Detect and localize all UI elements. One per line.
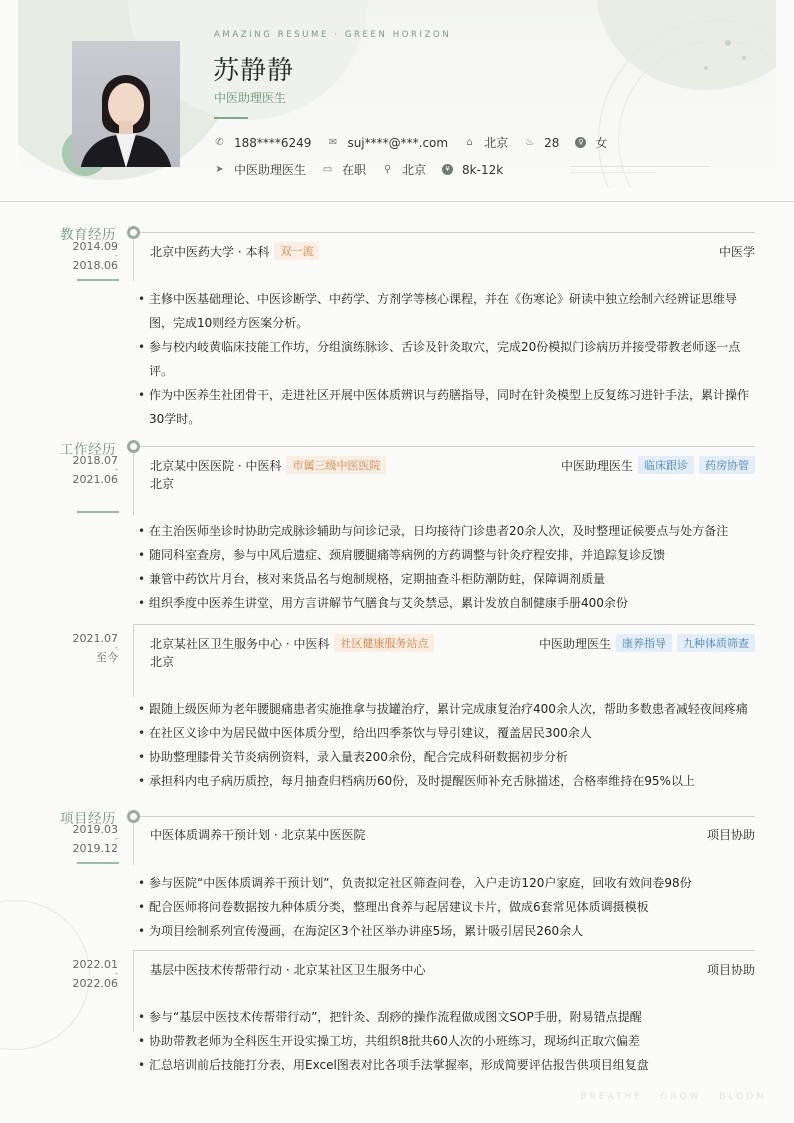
- entry-city: 北京: [150, 655, 175, 669]
- timeline-line: [133, 823, 134, 865]
- list-item: • 为项目绘制系列宣传漫画，在海淀区3个社区举办讲座5场，累计吸引居民260余人: [138, 919, 758, 943]
- cake-icon: ♨: [525, 137, 535, 148]
- list-item: • 在主治医师坐诊时协助完成脉诊辅助与问诊记录，日均接待门诊患者20余人次，及时整理证候要点与处方备注: [138, 519, 758, 543]
- list-item: • 在社区义诊中为居民做中医体质分型，给出四季茶饮与导引建议，覆盖居民300余人: [138, 721, 758, 745]
- candidate-role: 中医助理医生: [214, 91, 287, 105]
- skill-tag: 九种体质筛查: [677, 634, 755, 652]
- intent-position: ➤ 中医助理医生: [215, 163, 307, 177]
- section-rule: [140, 446, 755, 447]
- school-tag: 双一流: [274, 242, 319, 260]
- intent-status: ▭ 在职: [322, 163, 367, 177]
- list-item: • 配合医师将问卷数据按九种体质分类，整理出食养与起居建议卡片，做成6套常见体质调摄模板: [138, 895, 758, 919]
- date-underline: [77, 279, 119, 281]
- list-item: • 参与“基层中医技术传帮带行动”，把针灸、刮痧的操作流程做成图文SOP手册，附易错点提醒: [138, 1005, 758, 1029]
- contact-home: ⌂ 北京: [464, 134, 508, 151]
- list-item: • 随同科室查房，参与中风后遗症、颈肩腰腿痛等病例的方药调整与针灸疗程安排，并追踪复诊反馈: [138, 543, 758, 567]
- decor-line: [570, 172, 656, 173]
- entry-rule: [133, 950, 755, 951]
- header-divider: [0, 201, 794, 202]
- contact-phone: ✆ 188****6249: [215, 135, 312, 150]
- decor-dot: [725, 40, 731, 46]
- entry-title: 中医体质调养干预计划 · 北京某中医医院: [150, 828, 366, 842]
- skill-tag: 康养指导: [616, 634, 672, 652]
- timeline-line: [133, 453, 134, 515]
- entry-date: 2022.01 - 2022.06: [72, 958, 118, 990]
- entry-date: 2014.09 - 2018.06: [72, 240, 118, 272]
- entry-position: 中医助理医生 康养指导 九种体质筛查: [539, 634, 755, 652]
- section-title-projects: 项目经历: [60, 811, 116, 827]
- section-title-work: 工作经历: [60, 442, 116, 458]
- intent-salary: ¥ 8k-12k: [442, 163, 503, 177]
- entry-title: 北京某社区卫生服务中心 · 中医科 社区健康服务站点: [150, 634, 434, 652]
- salary-icon: ¥: [442, 164, 453, 175]
- contact-gender: ♀ 女: [575, 134, 607, 151]
- list-item: • 兼管中药饮片月台，核对来货品名与炮制规格，定期抽查斗柜防潮防蛀，保障调剂质量: [138, 567, 758, 591]
- timeline-line: [133, 239, 134, 281]
- candidate-name: 苏静静: [213, 56, 295, 86]
- entry-rule: [133, 624, 755, 625]
- list-item: • 跟随上级医师为老年腰腿痛患者实施推拿与拔罐治疗，累计完成康复治疗400余人次，帮助多数患者减轻夜间疼痛: [138, 697, 758, 721]
- list-item: • 作为中医养生社团骨干，走进社区开展中医体质辨识与药膳指导，同时在针灸模型上反复练习进针手法，累计操作30学时。: [138, 383, 758, 431]
- list-item: • 主修中医基础理论、中医诊断学、中药学、方剂学等核心课程，并在《伤寒论》研读中独立绘制六经辨证思维导图，完成10则经方医案分析。: [138, 287, 758, 335]
- mail-icon: ✉: [328, 137, 338, 148]
- list-item: • 参与医院“中医体质调养干预计划”，负责拟定社区筛查问卷，入户走访120户家庭，回收有效问卷98份: [138, 871, 758, 895]
- list-item: • 协助带教老师为全科医生开设实操工坊，共组织8批共60人次的小班练习，现场纠正取穴偏差: [138, 1029, 758, 1053]
- timeline-line: [133, 950, 134, 1032]
- entry-date: 2019.03 - 2019.12: [72, 823, 118, 855]
- entry-role: 项目协助: [706, 828, 755, 842]
- timeline-dot: [127, 810, 140, 823]
- list-item: • 组织季度中医养生讲堂，用方言讲解节气膳食与艾灸禁忌，累计发放自制健康手册400余份: [138, 591, 758, 615]
- entry-bullets: [138, 519, 758, 615]
- resume-tagline: AMAZING RESUME · GREEN HORIZON: [214, 30, 452, 40]
- entry-title: 北京中医药大学 · 本科 双一流: [150, 242, 319, 260]
- send-icon: ➤: [215, 164, 224, 175]
- gender-icon: ♀: [575, 137, 586, 148]
- entry-bullets: [138, 697, 758, 793]
- contact-age: ♨ 28: [525, 135, 560, 150]
- entry-date: 2021.07 - 至今: [72, 632, 118, 664]
- org-tag: 市属三级中医医院: [286, 456, 386, 474]
- contact-row: [214, 134, 623, 151]
- timeline-line: [133, 624, 134, 697]
- list-item: • 参与校内岐黄临床技能工作坊，分组演练脉诊、舌诊及针灸取穴，完成20份模拟门诊病历并接受带教老师逐一点评。: [138, 335, 758, 383]
- role-underline: [214, 117, 248, 119]
- entry-city: 北京: [150, 477, 175, 491]
- location-icon: ⚲: [383, 164, 392, 175]
- section-rule: [140, 232, 755, 233]
- entry-major: 中医学: [718, 245, 755, 259]
- entry-role: 项目协助: [706, 963, 755, 977]
- date-underline: [77, 862, 119, 864]
- timeline-dot: [127, 226, 140, 239]
- decor-dot: [704, 66, 708, 70]
- intent-city: ⚲ 北京: [383, 163, 427, 177]
- inbox-icon: ▭: [322, 164, 333, 175]
- entry-bullets: [138, 287, 758, 431]
- contact-email: ✉ suj****@***.com: [328, 135, 449, 150]
- decor-dot: [742, 56, 746, 60]
- profile-photo: [72, 41, 180, 167]
- entry-bullets: [138, 871, 758, 943]
- decor-line: [570, 166, 710, 167]
- home-icon: ⌂: [466, 137, 473, 148]
- skill-tag: 临床跟诊: [638, 456, 694, 474]
- date-underline: [77, 511, 119, 513]
- list-item: • 协助整理膝骨关节炎病例资料，录入量表200余份，配合完成科研数据初步分析: [138, 745, 758, 769]
- phone-icon: ✆: [215, 137, 224, 148]
- entry-date: 2018.07 - 2021.06: [72, 454, 118, 486]
- footer-watermark: BREATHE · GROW · BLOOM: [580, 1092, 767, 1102]
- entry-position: 中医助理医生 临床跟诊 药房协管: [561, 456, 755, 474]
- entry-title: 基层中医技术传帮带行动 · 北京某社区卫生服务中心: [150, 963, 426, 977]
- list-item: • 汇总培训前后技能打分表，用Excel图表对比各项手法掌握率，形成简要评估报告供项目组复盘: [138, 1053, 758, 1077]
- job-intent-row: [214, 161, 519, 178]
- list-item: • 承担科内电子病历质控，每月抽查归档病历60份，及时提醒医师补充舌脉描述，合格率维持在95%以上: [138, 769, 758, 793]
- entry-title: 北京某中医医院 · 中医科 市属三级中医医院: [150, 456, 386, 474]
- skill-tag: 药房协管: [699, 456, 755, 474]
- timeline-dot: [127, 440, 140, 453]
- section-title-education: 教育经历: [60, 227, 116, 243]
- section-rule: [140, 816, 755, 817]
- entry-bullets: [138, 1005, 758, 1077]
- org-tag: 社区健康服务站点: [334, 634, 434, 652]
